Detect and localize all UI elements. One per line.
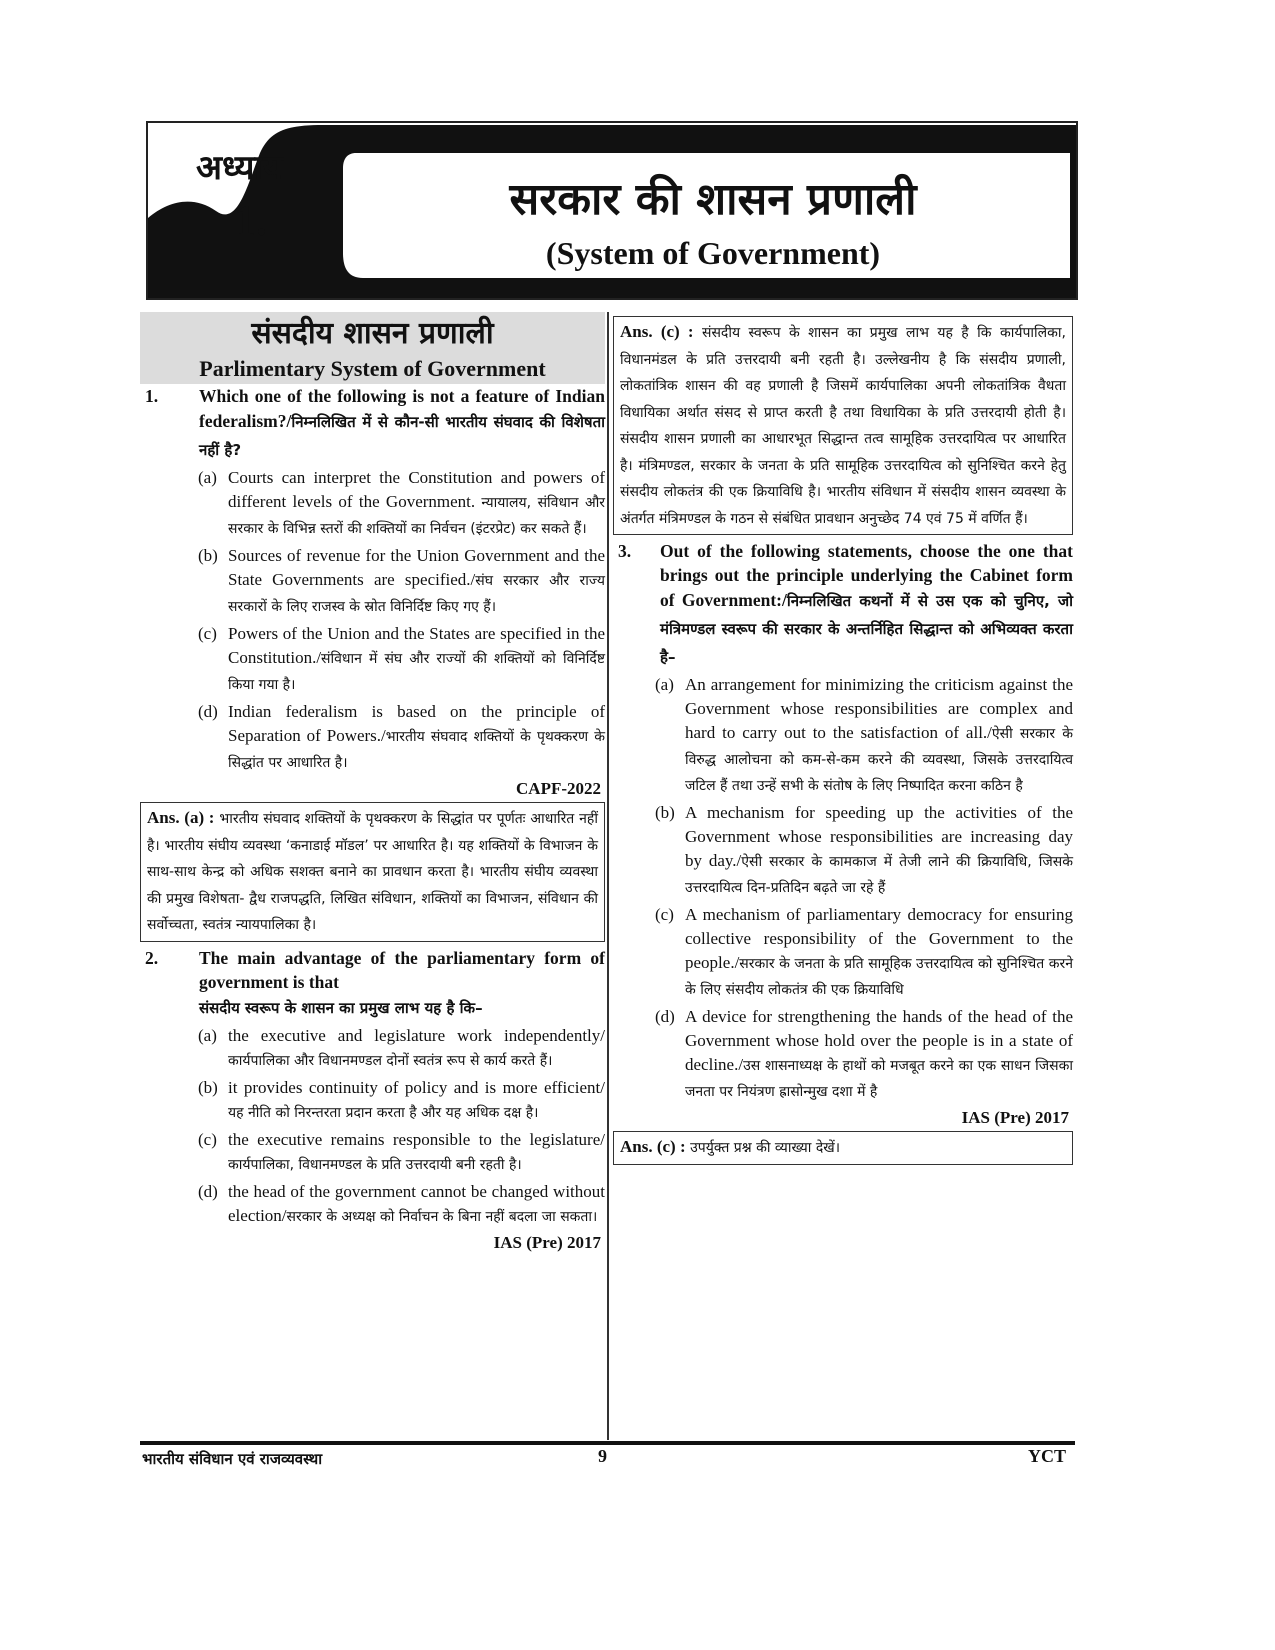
question-text-en: Which one of the following is not a feature of Indian federalism?/: [199, 386, 605, 431]
option-label: (b): [198, 1077, 218, 1097]
option-label: (d): [655, 1007, 675, 1026]
option-text-hi: कार्यपालिका, विधानमण्डल के प्रति उत्तरदायी बनी रहती है।: [228, 1156, 522, 1173]
option-c: [198, 1128, 605, 1178]
option-text-en: Sources of revenue for the Union Government and the State Governments are specified./: [228, 546, 605, 589]
option-label: (a): [198, 1025, 217, 1045]
section-title-hindi: संसदीय शासन प्रणाली: [251, 316, 494, 351]
option-text-en: A mechanism of parliamentary democracy for ensuring collective responsibility of the Government to the people./: [685, 905, 1073, 972]
column-divider: [607, 312, 609, 1440]
answer-explanation: भारतीय संघवाद शक्तियों के पृथक्करण के सिद्धांत पर पूर्णतः आधारित नहीं है। भारतीय संघीय व्यवस्था ‘कनाडाई मॉडल’ पर आधारित है। यह शक्तियों के विभाजन के साथ-साथ केन्द्र को अधिक सशक्त बनाने का प्रावधान करता है। भारतीय संघीय व्यवस्था की प्रमुख विशेषता- द्वैध राजपद्धति, लिखित संविधान, शक्तियों का विभाजन, संविधान की सर्वोच्चता, स्वतंत्र न्यायपालिका है।: [147, 811, 598, 933]
question-source: IAS (Pre) 2017: [961, 1108, 1069, 1127]
section-heading: [140, 312, 605, 384]
option-text-en: Indian federalism is based on the principle of Separation of Powers./: [228, 702, 605, 745]
option-text-hi: ऐसी सरकार के विरुद्ध आलोचना को कम-से-कम करने की व्यवस्था, जिसके उत्तरदायित्व जटिल हैं तथा उन्हें सभी के संतोष के लिए निष्पादित करना कठिन है: [685, 726, 1074, 794]
option-text-en: An arrangement for minimizing the criticism against the Government whose responsibilities are complex and hard to carry out to the satisfaction of all./: [685, 675, 1073, 742]
answer-box: [140, 802, 605, 942]
question-number: 2.: [145, 947, 159, 968]
question-text-en: The main advantage of the parliamentary form of government is that: [199, 947, 605, 992]
answer-label: Ans. (c) :: [620, 322, 694, 341]
option-label: (d): [198, 702, 218, 721]
option-label: (c): [198, 1129, 217, 1149]
option-d: [655, 1005, 1073, 1105]
footer-publisher: YCT: [1028, 1446, 1067, 1466]
answer-label: Ans. (c) :: [620, 1137, 686, 1156]
option-d: [198, 1180, 605, 1230]
option-a: [198, 466, 605, 542]
option-a: [655, 673, 1073, 799]
answer-explanation: उपर्युक्त प्रश्न की व्याख्या देखें।: [690, 1140, 841, 1156]
question-1: [140, 384, 605, 464]
question-3: [613, 539, 1073, 671]
chapter-label: अध्याय: [196, 148, 284, 188]
option-text-en: A mechanism for speeding up the activities of the Government whose responsibilities are increasing day by day./: [685, 803, 1073, 870]
answer-box: [613, 1131, 1073, 1165]
option-label: (c): [655, 905, 674, 924]
option-b: [198, 1076, 605, 1126]
question-number: 3.: [618, 541, 632, 561]
question-text-en: Out of the following statements, choose the one that brings out the principle underlying the Cabinet form of Government:/: [660, 541, 1073, 610]
option-label: (b): [655, 803, 675, 822]
left-column: [140, 312, 605, 1256]
option-b: [655, 801, 1073, 901]
option-text-hi: ऐसी सरकार के कामकाज में तेजी लाने की क्रियाविधि, जिसके उत्तरदायित्व दिन-प्रतिदिन बढ़ते जा रहे हैं: [685, 854, 1073, 896]
option-text-en: the executive remains responsible to the legislature/: [228, 1129, 605, 1149]
option-text-en: Powers of the Union and the States are specified in the Constitution./: [228, 624, 605, 667]
option-d: [198, 700, 605, 776]
option-text-hi: न्यायालय, संविधान और सरकार के विभिन्न स्तरों की शक्तियों का निर्वचन (इंटरप्रेट) कर सकते हैं।: [228, 495, 605, 537]
answer-box: [613, 316, 1073, 535]
option-b: [198, 544, 605, 620]
footer-page-number: 9: [598, 1446, 607, 1466]
option-c: [655, 903, 1073, 1003]
option-text-hi: संविधान में संघ और राज्यों की शक्तियों को विनिर्दिष्ट किया गया है।: [228, 651, 605, 693]
option-text-en: Courts can interpret the Constitution and powers of different levels of the Government.: [228, 468, 605, 511]
footer-book-title: भारतीय संविधान एवं राजव्यवस्था: [142, 1450, 323, 1468]
footer-rule: [140, 1441, 1075, 1445]
option-text-en: it provides continuity of policy and is more efficient/: [228, 1077, 605, 1097]
option-label: (b): [198, 546, 218, 565]
chapter-number: 1.: [234, 196, 267, 245]
question-source: IAS (Pre) 2017: [493, 1232, 601, 1252]
chapter-title-english: (System of Government): [545, 235, 881, 271]
option-text-hi: संघ सरकार और राज्य सरकारों के लिए राजस्व के स्रोत विनिर्दिष्ट किए गए हैं।: [228, 573, 605, 615]
question-source: CAPF-2022: [516, 779, 601, 798]
question-text-hi: संसदीय स्वरूप के शासन का प्रमुख लाभ यह है कि–: [199, 998, 483, 1017]
option-text-hi: कार्यपालिका और विधानमण्डल दोनों स्वतंत्र रूप से कार्य करते हैं।: [228, 1052, 553, 1069]
option-text-en: the head of the government cannot be changed without election/: [228, 1181, 605, 1225]
right-column: [613, 312, 1073, 1165]
answer-explanation: संसदीय स्वरूप के शासन का प्रमुख लाभ यह है कि कार्यपालिका, विधानमंडल के प्रति उत्तरदायी बनी रहती है। उल्लेखनीय है कि संसदीय प्रणाली, लोकतांत्रिक शासन की वह प्रणाली है जिसमें कार्यपालिका अपनी लोकतांत्रिक वैधता विधायिका अर्थात संसद से प्राप्त करती है तथा विधायिका के प्रति उत्तरदायी होती है। संसदीय शासन प्रणाली का आधारभूत सिद्धान्त तत्व सामूहिक उत्तरदायित्व पर आधारित है। मंत्रिमण्डल, सरकार के जनता के प्रति सामूहिक उत्तरदायित्व को सुनिश्चित करने हेतु संसदीय लोकतंत्र की एक क्रियाविधि है। भारतीय संविधान में संसदीय शासन व्यवस्था के अंतर्गत मंत्रिमण्डल के गठन से संबंधित प्रावधान अनुच्छेद 74 एवं 75 में वर्णित हैं।: [620, 325, 1066, 527]
question-2: [140, 946, 605, 1022]
chapter-banner: [146, 121, 1078, 300]
chapter-title-hindi: सरकार की शासन प्रणाली: [509, 174, 917, 225]
option-a: [198, 1024, 605, 1074]
question-number: 1.: [145, 386, 159, 406]
option-text-hi: भारतीय संघवाद शक्तियों के पृथक्करण के सिद्धांत पर आधारित है।: [228, 729, 606, 771]
question-text-hi: निम्नलिखित कथनों में से उस एक को चुनिए, जो मंत्रिमण्डल स्वरूप की सरकार के अन्तर्निहित सिद्धान्त को अभिव्यक्त करता है–: [660, 592, 1073, 666]
option-label: (d): [198, 1181, 218, 1201]
option-text-en: A device for strengthening the hands of the head of the Government whose hold over the people is in a state of decline./: [685, 1007, 1073, 1074]
section-title-english: Parlimentary System of Government: [199, 356, 546, 381]
option-label: (a): [198, 468, 217, 487]
answer-label: Ans. (a) :: [147, 808, 215, 827]
option-label: (a): [655, 675, 674, 694]
option-text-en: the executive and legislature work independently/: [228, 1025, 605, 1045]
option-label: (c): [198, 624, 217, 643]
option-text-hi: उस शासनाध्यक्ष के हाथों को मजबूत करने का एक साधन जिसका जनता पर नियंत्रण ह्रासोन्मुख दशा में है: [685, 1058, 1073, 1100]
option-text-hi: यह नीति को निरन्तरता प्रदान करता है और यह अधिक दक्ष है।: [228, 1104, 539, 1121]
question-text-hi: निम्नलिखित में से कौन-सी भारतीय संघवाद की विशेषता नहीं है?: [199, 413, 605, 459]
option-text-hi: सरकार के अध्यक्ष को निर्वाचन के बिना नहीं बदला जा सकता।: [286, 1208, 598, 1225]
option-c: [198, 622, 605, 698]
option-text-hi: सरकार के जनता के प्रति सामूहिक उत्तरदायित्व को सुनिश्चित करने के लिए संसदीय लोकतंत्र की एक क्रियाविधि: [685, 956, 1073, 998]
